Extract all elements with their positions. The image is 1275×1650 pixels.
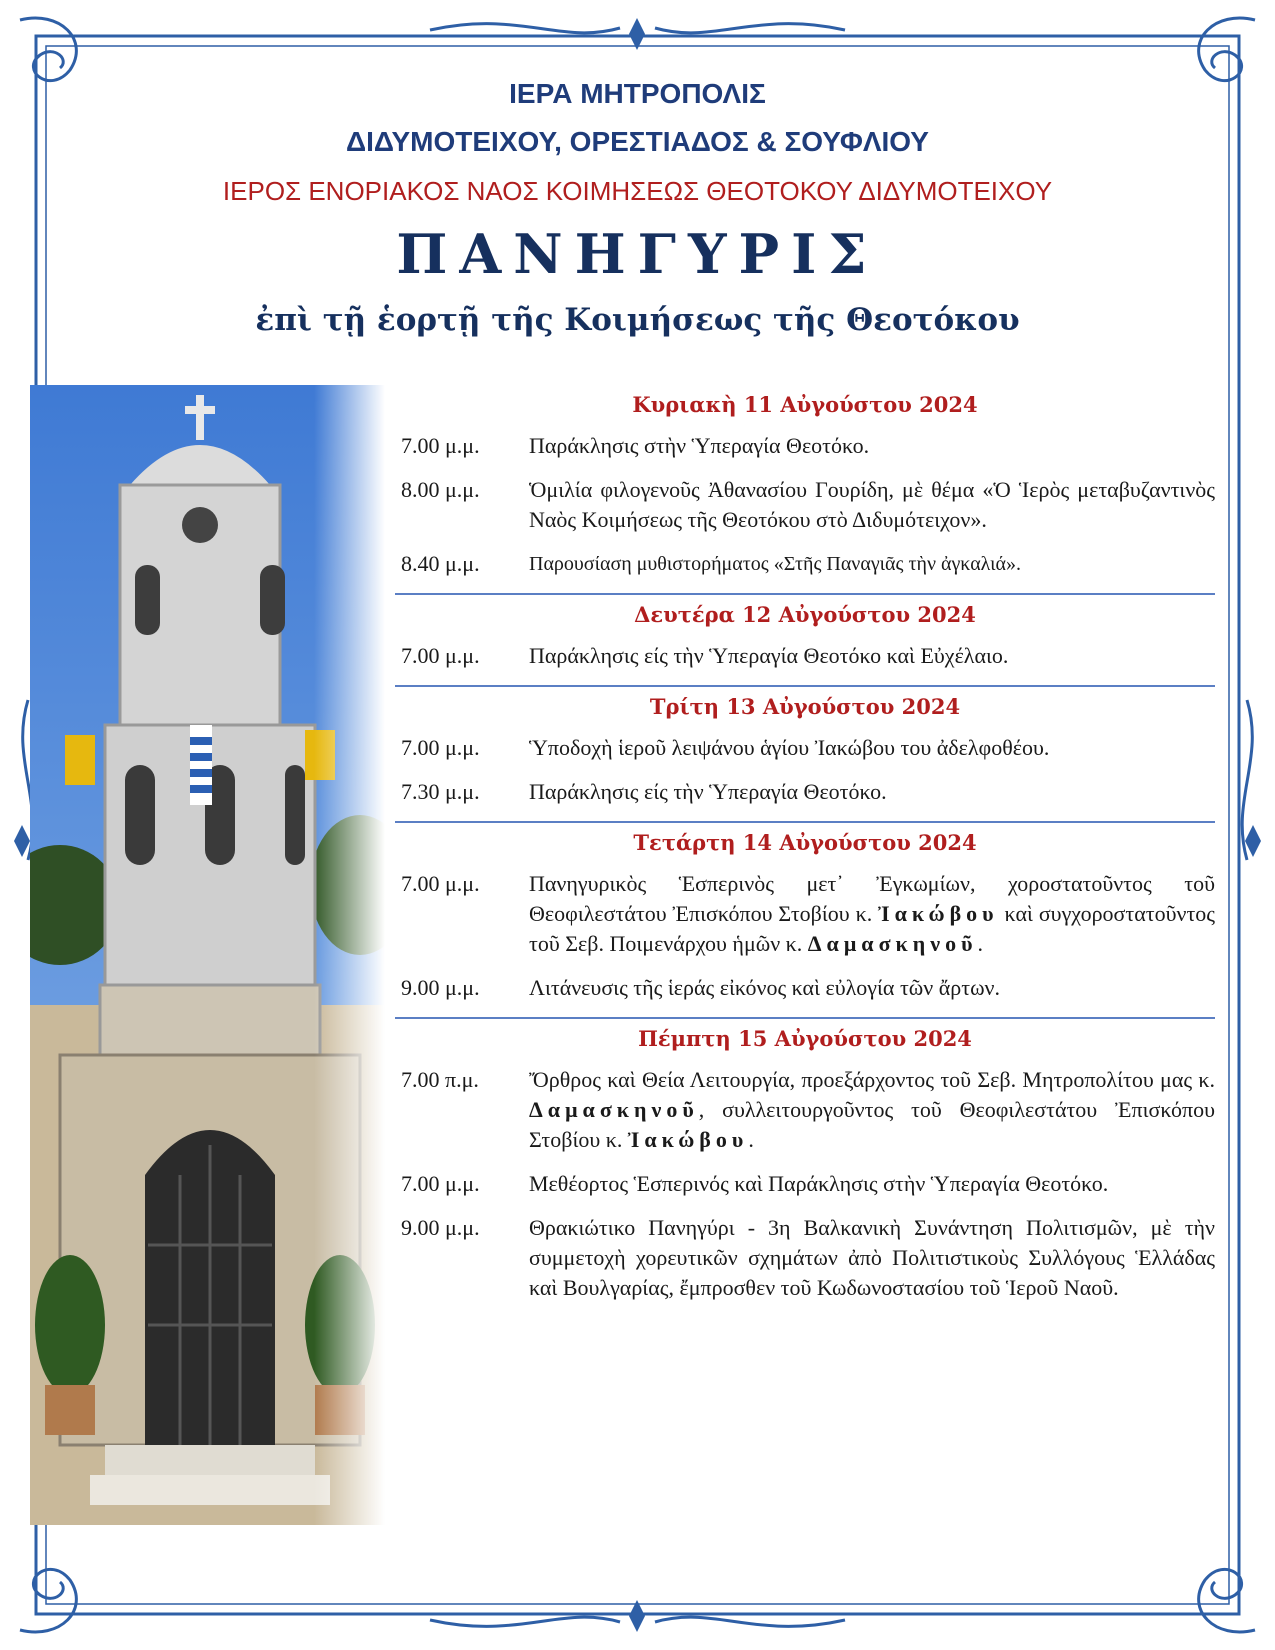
page-subtitle: ἐπὶ τῇ ἑορτῇ τῆς Κοιμήσεως τῆς Θεοτόκου [255, 302, 1020, 338]
day-heading: Πέμπτη 15 Αὐγούστου 2024 [395, 1017, 1215, 1059]
day-heading: Δευτέρα 12 Αὐγούστου 2024 [395, 593, 1215, 635]
event-text: καὶ συγχοροστατοῦντος τοῦ Σεβ. Ποιμενάρχου ἡμῶν κ. [529, 901, 1216, 956]
event-time: 7.00 π.μ. [401, 1067, 479, 1092]
page-title: ΠΑΝΗΓΥΡΙΣ [396, 222, 879, 286]
event-description: Ὑποδοχὴ ἱεροῦ λειψάνου ἁγίου Ἰακώβου του ἀδελφοθέου. [529, 735, 1050, 760]
schedule-row [395, 1213, 1215, 1303]
event-text: Πανηγυρικὸς Ἑσπερινὸς μετ᾽ Ἐγκωμίων, χοροστατοῦντος τοῦ Θεοφιλεστάτου Ἐπισκόπου Στοβίου κ. [529, 871, 1215, 926]
event-description: Παρουσίαση μυθιστορήματος «Στῆς Παναγιᾶς τὴν ἀγκαλιά». [529, 553, 1021, 575]
event-description: Λιτάνευσις τῆς ἱεράς εἰκόνος καὶ εὐλογία τῶν ἄρτων. [529, 975, 1001, 1000]
schedule-row [395, 549, 1215, 579]
schedule-row [395, 1065, 1215, 1155]
schedule-row [395, 777, 1215, 807]
schedule-row [395, 733, 1215, 763]
bishop-name: Ἰακώβου [878, 901, 999, 926]
schedule-row [395, 431, 1215, 461]
parish-church-name: ΙΕΡΟΣ ΕΝΟΡΙΑΚΟΣ ΝΑΟΣ ΚΟΙΜΗΣΕΩΣ ΘΕΟΤΟΚΟΥ ΔΙΔΥΜΟΤΕΙΧΟΥ [222, 176, 1053, 206]
day-heading: Τρίτη 13 Αὐγούστου 2024 [395, 685, 1215, 727]
event-description: Παράκλησις είς τὴν Ὑπεραγία Θεοτόκο. [529, 779, 887, 804]
event-text: . [748, 1127, 754, 1152]
event-time: 9.00 μ.μ. [401, 975, 480, 1000]
event-time: 7.00 μ.μ. [401, 433, 480, 458]
event-text: , συλλειτουργοῦντος τοῦ Θεοφιλεστάτου Ἐπισκόπου Στοβίου κ. [529, 1097, 1215, 1152]
day-heading: Τετάρτη 14 Αὐγούστου 2024 [395, 821, 1215, 863]
schedule-list [395, 385, 1215, 1317]
event-description: Παράκλησις είς τὴν Ὑπεραγία Θεοτόκο καὶ Εὐχέλαιο. [529, 643, 1009, 668]
event-description: Ὁμιλία φιλογενοῦς Ἀθανασίου Γουρίδη, μὲ θέμα «Ὁ Ἱερὸς μεταβυζαντινὸς Ναὸς Κοιμήσεως τῆς Θεοτόκου στὸ Διδυμότειχον». [529, 477, 1215, 532]
metropolis-name: ΙΕΡΑ ΜΗΤΡΟΠΟΛΙΣ [509, 78, 766, 109]
event-description: Μεθέορτος Ἑσπερινός καὶ Παράκλησις στὴν Ὑπεραγία Θεοτόκο. [529, 1171, 1109, 1196]
event-time: 7.00 μ.μ. [401, 735, 480, 760]
event-time: 8.40 μ.μ. [401, 551, 480, 576]
event-time: 8.00 μ.μ. [401, 477, 480, 502]
schedule-row [395, 475, 1215, 535]
schedule-row [395, 869, 1215, 959]
event-description: Θρακιώτικο Πανηγύρι - 3η Βαλκανικὴ Συνάντηση Πολιτισμῶν, μὲ τὴν συμμετοχὴ χορευτικῶν σχημάτων ἀπὸ Πολιτιστικοὺς Συλλόγους Ἑλλάδας καὶ Βουλγαρίας, ἔμπροσθεν τοῦ Κωδωνοστασίου τοῦ Ἱεροῦ Ναοῦ. [529, 1215, 1215, 1300]
metropolitan-name: Δαμασκηνοῦ [529, 1097, 699, 1122]
schedule-row [395, 641, 1215, 671]
metropolitan-name: Δαμασκηνοῦ [807, 931, 978, 956]
event-time: 7.30 μ.μ. [401, 779, 480, 804]
bishop-name: Ἰακώβου [627, 1127, 749, 1152]
event-time: 7.00 μ.μ. [401, 643, 480, 668]
event-description: Παράκλησις στὴν Ὑπεραγία Θεοτόκο. [529, 433, 870, 458]
day-heading: Κυριακὴ 11 Αὐγούστου 2024 [632, 392, 978, 417]
metropolis-dioceses: ΔΙΔΥΜΟΤΕΙΧΟΥ, ΟΡΕΣΤΙΑΔΟΣ & ΣΟΥΦΛΙΟΥ [346, 126, 929, 157]
event-text: Ὄρθρος καὶ Θεία Λειτουργία, προεξάρχοντος τοῦ Σεβ. Μητροπολίτου μας κ. [529, 1067, 1215, 1092]
event-time: 7.00 μ.μ. [401, 1171, 480, 1196]
event-time: 7.00 μ.μ. [401, 871, 480, 896]
event-description [529, 869, 1215, 959]
bell-tower-photo [30, 385, 385, 1525]
schedule-row [395, 1169, 1215, 1199]
schedule-row [395, 973, 1215, 1003]
event-description [529, 1065, 1215, 1155]
event-time: 9.00 μ.μ. [401, 1215, 480, 1240]
event-text: . [977, 931, 983, 956]
